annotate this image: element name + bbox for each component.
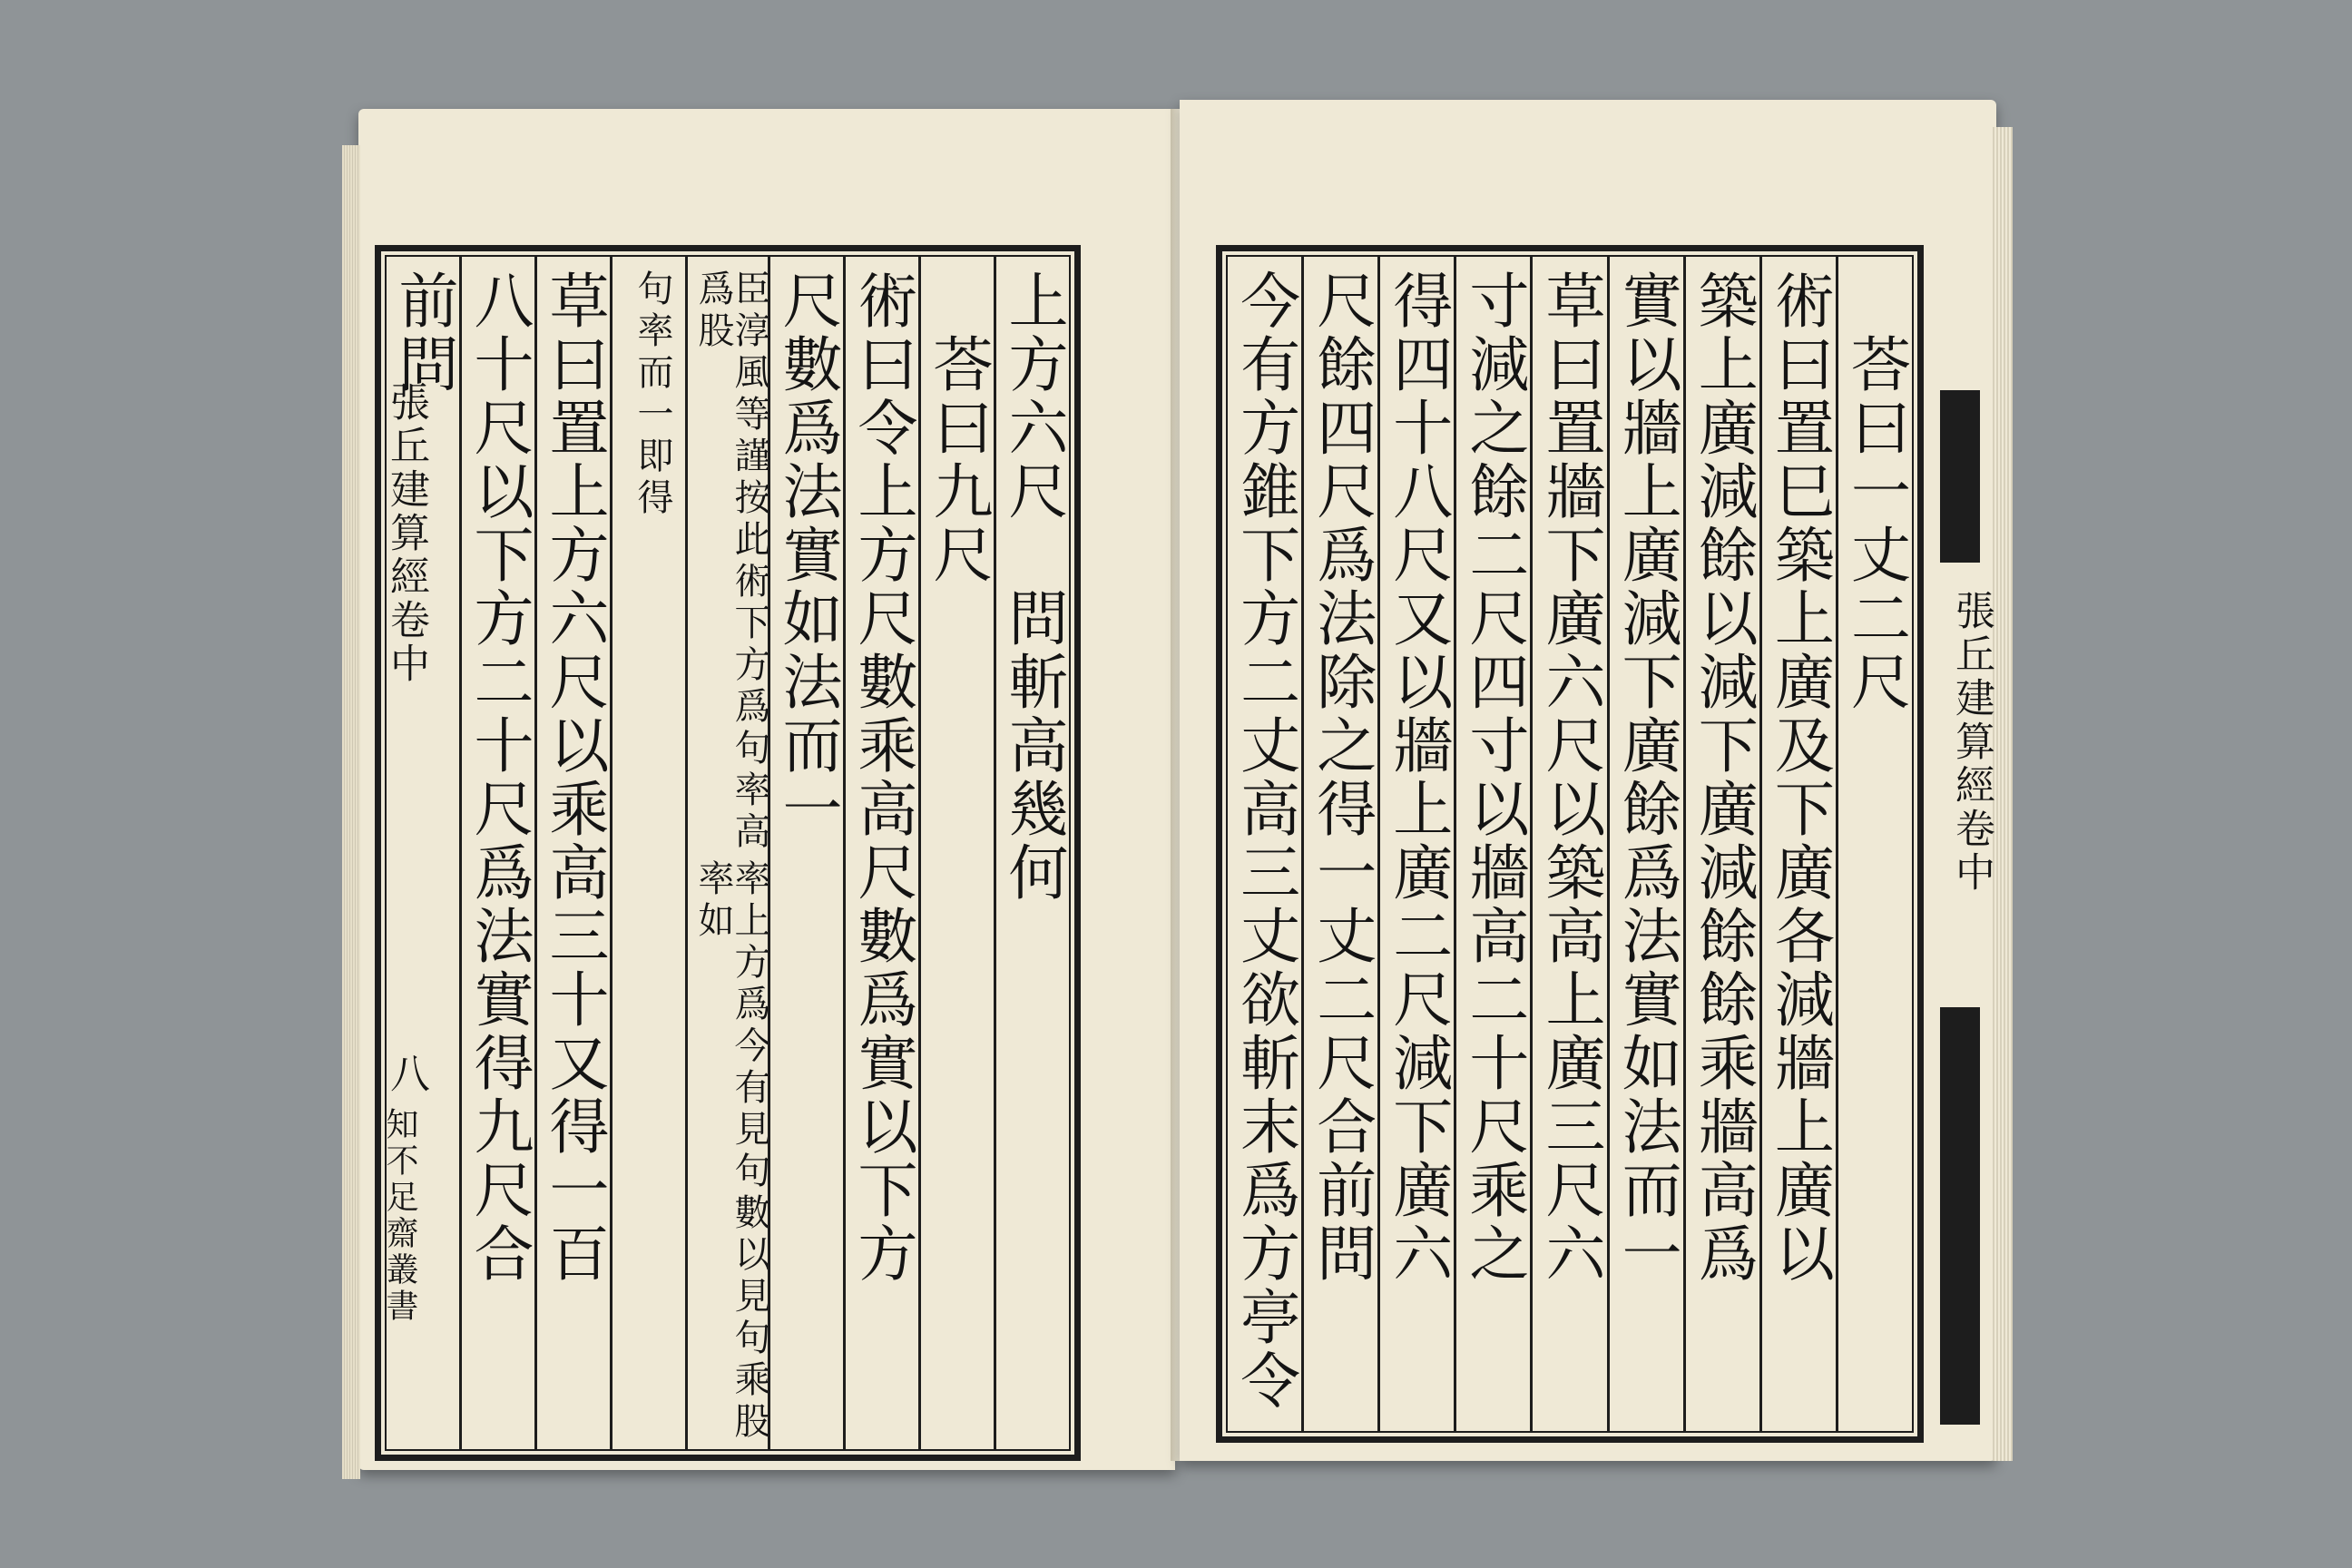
right-text-column: 術曰置巳築上廣及下廣各減牆上廣以 [1759,257,1836,1431]
right-fish-tail-mark [1940,390,1980,563]
left-text-column: 八十尺以下方二十尺爲法實得九尺合 [459,257,534,1449]
left-text-column: 術曰令上方尺數乘高尺數爲實以下方 [843,257,918,1449]
left-text-column: 荅曰九尺 [918,257,994,1449]
left-page-edge [342,145,360,1479]
right-margin-title: 張丘建算經卷中 [1948,590,1994,895]
left-annotation-line: 句率而 [632,270,673,395]
left-text-column: 草曰置上方六尺以乘高三十又得一百 [534,257,610,1449]
left-columns [387,257,1069,1449]
right-text-column: 今有方錐下方二丈高三丈欲斬末爲方亭令 [1230,270,1300,1413]
left-margin-title: 張丘建算經卷中 [383,381,429,686]
right-page [1180,100,1996,1461]
left-annotation-line: 一即得 [632,395,673,520]
left-annotation-line: 臣淳風等謹按此術下方爲句率高爲股 [692,270,770,854]
right-text-column: 築上廣減餘以減下廣減餘餘乘牆高爲 [1683,257,1759,1431]
right-text-column: 寸減之餘二尺四寸以牆高二十尺乘之 [1454,257,1530,1431]
right-text-column: 草曰置牆下廣六尺以築高上廣三尺六 [1530,257,1606,1431]
right-text-column: 尺餘四尺爲法除之得一丈二尺合前問 [1301,257,1377,1431]
right-text-column: 荅曰一丈二尺 [1836,257,1912,1431]
left-page [358,109,1175,1470]
right-columns [1228,257,1912,1431]
right-text-column: 實以牆上廣減下廣餘爲法實如法而一 [1607,257,1683,1431]
left-text-column: 前問 [388,270,458,397]
right-text-frame [1216,245,1924,1443]
left-text-column: 尺數爲法實如法而一 [768,257,843,1449]
left-text-column [685,257,768,1449]
left-text-column: 上方六尺 問斬高幾何 [994,257,1069,1449]
right-fish-tail-mark-lower [1940,1007,1980,1425]
left-margin-publisher: 知不足齋叢書 [381,1107,418,1325]
left-margin-page: 八 [383,1053,429,1096]
left-text-frame [375,245,1081,1461]
open-book [358,91,2019,1488]
right-text-column: 得四十八尺又以牆上廣二尺減下廣六 [1377,257,1454,1431]
left-annotation-line: 率上方爲今有見句數以見句乘股率如 [692,859,770,1444]
left-text-column [610,257,685,1449]
